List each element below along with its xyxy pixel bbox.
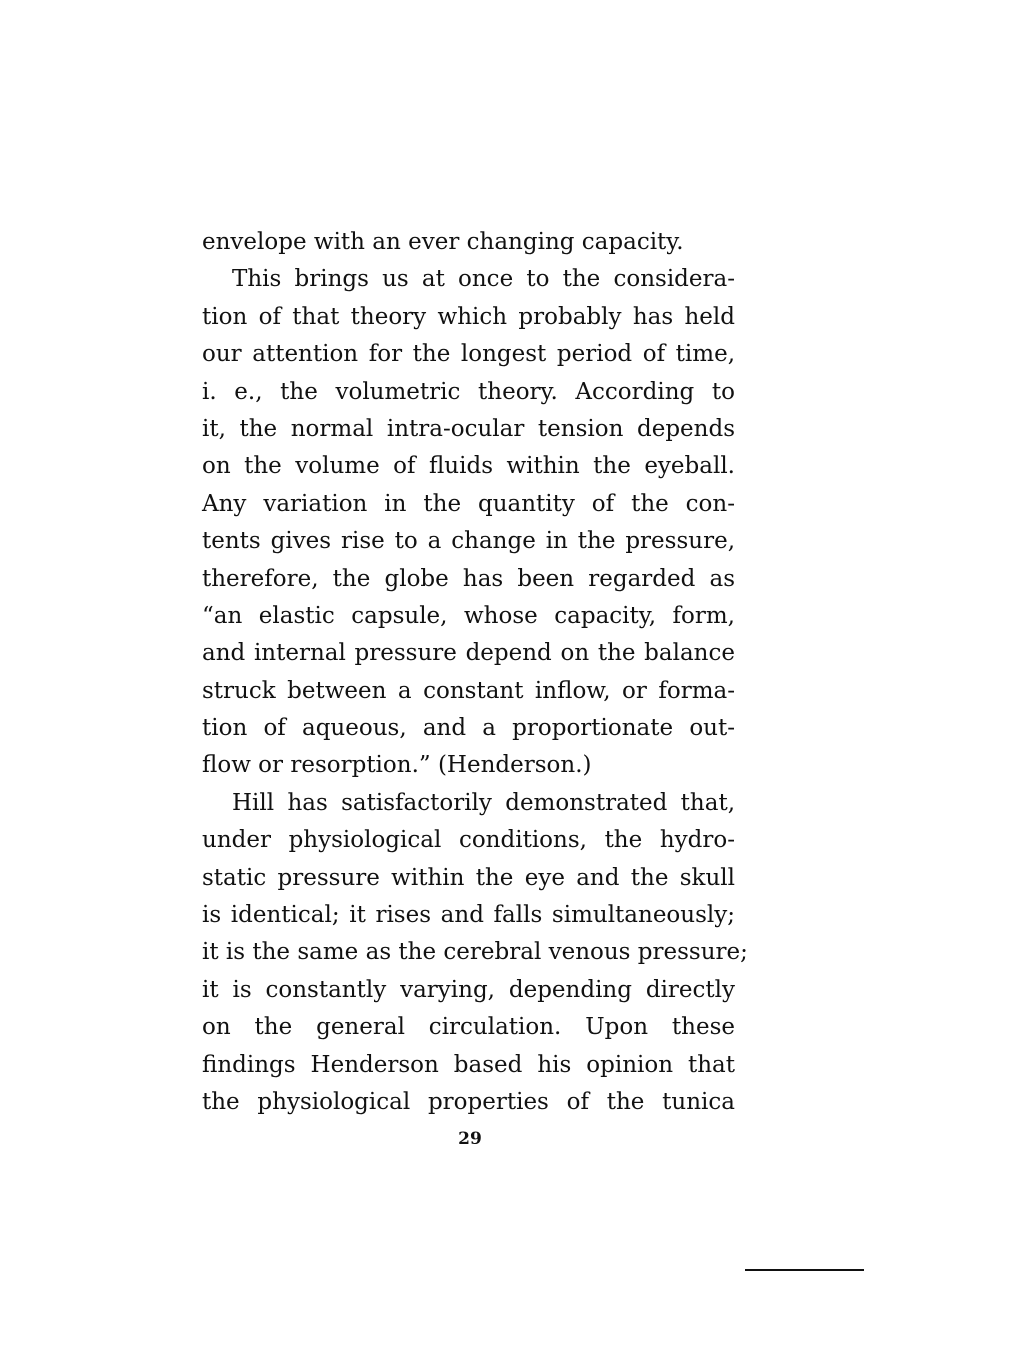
text-line: therefore, the globe has been regarded as [202,565,735,592]
text-line: envelope with an ever changing capacity. [202,229,684,255]
text-line: it is constantly varying, depending directly [202,976,735,1003]
body-text [202,224,748,1121]
text-line: and internal pressure depend on the balance [202,640,735,667]
text-line: tion of aqueous, and a proportionate out- [202,715,735,742]
text-line: tents gives rise to a change in the pressure, [202,528,735,555]
text-line: This brings us at once to the considera- [232,266,735,293]
horizontal-rule [745,1269,864,1271]
text-line: i. e., the volumetric theory. According to [202,378,735,405]
text-line: on the volume of fluids within the eyeball. [202,453,735,480]
text-line: tion of that theory which probably has held [202,303,735,330]
text-line: Hill has satisfactorily demonstrated that, [232,789,735,816]
text-line: is identical; it rises and falls simultaneously; [202,902,735,929]
text-line: flow or resorption.” (Henderson.) [202,752,592,779]
text-line: struck between a constant inflow, or forma- [202,677,735,704]
page-number: 29 [458,1129,482,1149]
text-line: Any variation in the quantity of the con- [202,490,735,517]
text-line: the physiological properties of the tunica [202,1088,735,1115]
text-line: “an elastic capsule, whose capacity, form, [202,602,735,629]
text-line: it, the normal intra-ocular tension depends [202,415,735,442]
text-line: under physiological conditions, the hydro- [202,827,735,854]
text-line: static pressure within the eye and the skull [202,864,735,891]
text-line: it is the same as the cerebral venous pressure; [202,939,748,966]
text-line: our attention for the longest period of time, [202,341,735,368]
text-line: findings Henderson based his opinion that [202,1051,735,1078]
text-line: on the general circulation. Upon these [202,1014,735,1041]
